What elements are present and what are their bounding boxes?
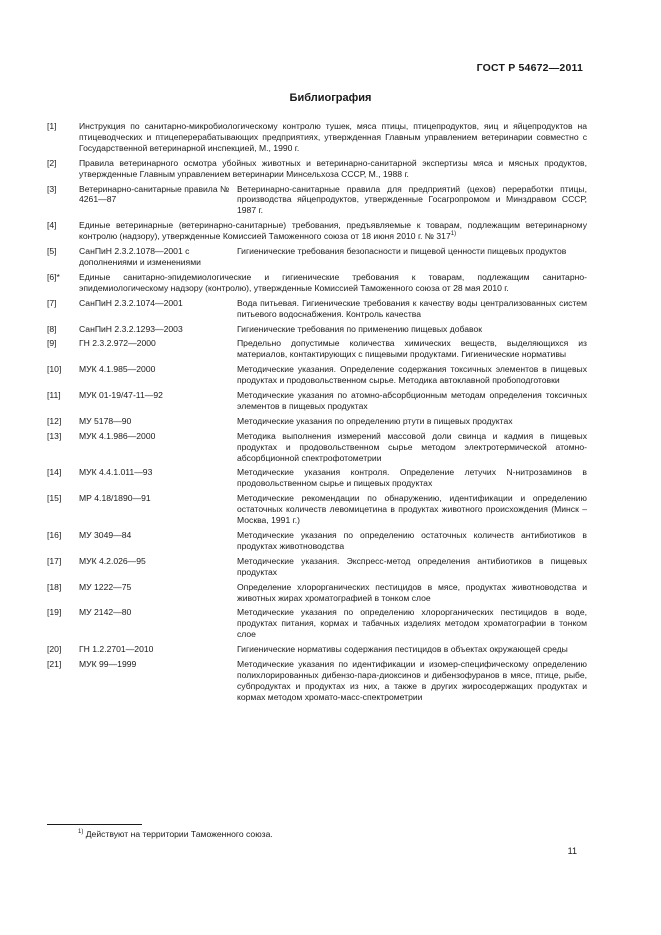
footnote-divider: [47, 824, 142, 825]
entry-code: МУК 4.1.985—2000: [79, 364, 156, 375]
bibliography-entry: [47, 184, 587, 217]
entry-number: [3]: [47, 183, 57, 194]
entry-code: Ветеринарно-санитарные правила № 4261—87: [79, 183, 230, 205]
entry-code: ГН 1.2.2701—2010: [79, 644, 154, 655]
entry-description: Гигиенические нормативы содержания пестицидов в объектах окружающей среды: [237, 644, 568, 655]
bibliography-entry: [47, 364, 587, 386]
bibliography-entry: [47, 272, 587, 294]
bibliography-entry: [47, 644, 587, 655]
entry-text-body: Единые санитарно-эпидемиологические и гигиенические требования к товарам, подлежащим санитарно-эпидемиологическому надзору (контролю), утвержденные Комиссией Таможенного союза от 28 мая 2010 г.: [79, 271, 587, 293]
bibliography-entry: [47, 467, 587, 489]
entry-number: [2]: [47, 157, 57, 168]
footnote-text: Действуют на территории Таможенного союза.: [83, 829, 273, 839]
entry-number: [5]: [47, 246, 57, 257]
entry-number: [19]: [47, 607, 62, 618]
footnote: [78, 829, 273, 839]
entry-description: Методические указания по определению ртути в пищевых продуктах: [237, 415, 513, 426]
bibliography-entry: [47, 530, 587, 552]
footnote-reference: 1): [450, 231, 457, 238]
entry-number: [4]: [47, 220, 57, 231]
entry-code: МУК 4.1.986—2000: [79, 430, 156, 441]
entry-description: Методика выполнения измерений массовой доли свинца и кадмия в пищевых продуктах и продовольственном сырье методом электротермической атомно-абсорбционной спектрофотометрии: [237, 430, 587, 463]
bibliography-entry: [47, 338, 587, 360]
entry-number: [1]: [47, 121, 57, 131]
entry-text-body: Правила ветеринарного осмотра убойных животных и ветеринарно-санитарной экспертизы мяса и мясных продуктов, утвержденные Главным управлением ветеринарии Минсельхоза СССР, М., 1988 г.: [79, 157, 587, 179]
entry-text: [79, 158, 587, 180]
document-code: ГОСТ Р 54672—2011: [476, 62, 583, 74]
entry-number: [17]: [47, 555, 62, 566]
entry-text: [79, 220, 587, 242]
bibliography-entry: [47, 431, 587, 464]
entry-number: [18]: [47, 581, 62, 592]
bibliography-entry: [47, 416, 587, 427]
bibliography-entry: [47, 582, 587, 604]
entry-description: Методические рекомендации по обнаружению, идентификации и определению остаточных количеств левомицетина в продуктах животного происхождения (Минск – Москва, 1991 г.): [237, 493, 587, 526]
entry-number: [12]: [47, 415, 62, 426]
entry-text: [79, 272, 587, 294]
entry-code: МУ 1222—75: [79, 581, 132, 592]
entry-text-body: Инструкция по санитарно-микробиологическому контролю тушек, мяса птицы, птицепродуктов, яиц и яйцепродуктов на птицеводческих и птицеперерабатывающих предприятиях, утвержденная Главным управлением ветеринарии совместно с Государственной ветеринарной инспекцией, М., 1990 г.: [79, 121, 587, 153]
entry-number: [9]: [47, 338, 57, 349]
bibliography-entry: [47, 121, 587, 154]
entry-text: [79, 121, 587, 154]
page-title: Библиография: [289, 92, 372, 104]
entry-number: [15]: [47, 493, 62, 504]
entry-description: Методические указания контроля. Определение летучих N-нитрозаминов в продовольственном сырье и пищевых продуктах: [237, 467, 587, 489]
entry-description: Методические указания. Определение содержания токсичных элементов в пищевых продуктах и продовольственном сырье. Методика автоклавной пробоподготовки: [237, 364, 587, 386]
entry-code: МУ 2142—80: [79, 607, 132, 618]
entry-description: Гигиенические требования по применению пищевых добавок: [237, 323, 483, 334]
entry-number: [14]: [47, 467, 62, 478]
entry-code: МУК 4.2.026—95: [79, 555, 146, 566]
bibliography-entry: [47, 659, 587, 703]
entry-code: МР 4.18/1890—91: [79, 493, 151, 504]
page-number: 11: [567, 846, 577, 856]
bibliography-entry: [47, 158, 587, 180]
bibliography-entry: [47, 390, 587, 412]
bibliography-entry: [47, 607, 587, 640]
entry-code: МУ 3049—84: [79, 530, 132, 540]
bibliography-entry: [47, 298, 587, 320]
entry-description: Методические указания по атомно-абсорбционным методам определения токсичных элементов в пищевых продуктах: [237, 390, 587, 411]
entry-description: Методические указания по определению остаточных количеств антибиотиков в продуктах животноводства: [237, 530, 587, 551]
entry-code: МУК 99—1999: [79, 659, 137, 670]
bibliography-entry: [47, 246, 587, 268]
entry-number: [6]*: [47, 271, 60, 282]
entry-text-body: Единые ветеринарные (ветеринарно-санитарные) требования, предъявляемые к товарам, подлежащим ветеринарному контролю (надзору), утвержденные Комиссией Таможенного союза от 18 июня 2010 г. № 317: [79, 220, 587, 242]
entry-description: Предельно допустимые количества химических веществ, выделяющихся из материалов, контактирующих с пищевыми продуктами. Гигиенические нормативы: [237, 338, 587, 360]
entry-description: Вода питьевая. Гигиенические требования к качеству воды централизованных систем питьевого водоснабжения. Контроль качества: [237, 297, 587, 319]
entry-code: СанПиН 2.3.2.1078—2001 с дополнениями и изменениями: [79, 246, 201, 267]
entry-description: Гигиенические требования безопасности и пищевой ценности пищевых продуктов: [237, 246, 567, 257]
entry-number: [10]: [47, 364, 62, 375]
bibliography-list: [47, 121, 587, 707]
entry-number: [8]: [47, 323, 57, 334]
entry-description: Методические указания. Экспресс-метод определения антибиотиков в пищевых продуктах: [237, 555, 587, 577]
entry-code: СанПиН 2.3.2.1293—2003: [79, 323, 183, 334]
entry-number: [20]: [47, 644, 62, 655]
footnote-mark: 1): [78, 829, 84, 836]
entry-number: [16]: [47, 530, 62, 540]
entry-description: Методические указания по определению хлорорганических пестицидов в воде, продуктах питания, кормах и табачных изделиях методом хроматографии в тонком слое: [237, 607, 587, 640]
entry-description: Определение хлорорганических пестицидов в мясе, продуктах животноводства и животных жирах хроматографией в тонком слое: [237, 581, 587, 603]
entry-code: СанПиН 2.3.2.1074—2001: [79, 297, 183, 308]
entry-description: Ветеринарно-санитарные правила для предприятий (цехов) переработки птицы, производства яйцепродуктов, утвержденные Госагропромом и Минздравом СССР, 1987 г.: [237, 183, 587, 216]
entry-number: [7]: [47, 297, 57, 308]
entry-number: [11]: [47, 390, 61, 401]
entry-number: [21]: [47, 659, 62, 670]
bibliography-entry: [47, 493, 587, 526]
entry-number: [13]: [47, 430, 62, 441]
entry-code: ГН 2.3.2.972—2000: [79, 338, 156, 349]
entry-description: Методические указания по идентификации и изомер-специфическому определению полихлорированных дибензо-пара-диоксинов и дибензофуранов в мясе, птице, рыбе, субпродуктах и продуктах из них, а также в других жиросодержащих продуктах и кормах методом хромато-масс-спектрометрии: [237, 659, 587, 702]
bibliography-entry: [47, 556, 587, 578]
entry-code: МУК 4.4.1.011—93: [79, 467, 153, 478]
bibliography-entry: [47, 220, 587, 242]
entry-code: МУК 01-19/47-11—92: [79, 390, 163, 401]
bibliography-entry: [47, 324, 587, 335]
entry-code: МУ 5178—90: [79, 415, 132, 426]
